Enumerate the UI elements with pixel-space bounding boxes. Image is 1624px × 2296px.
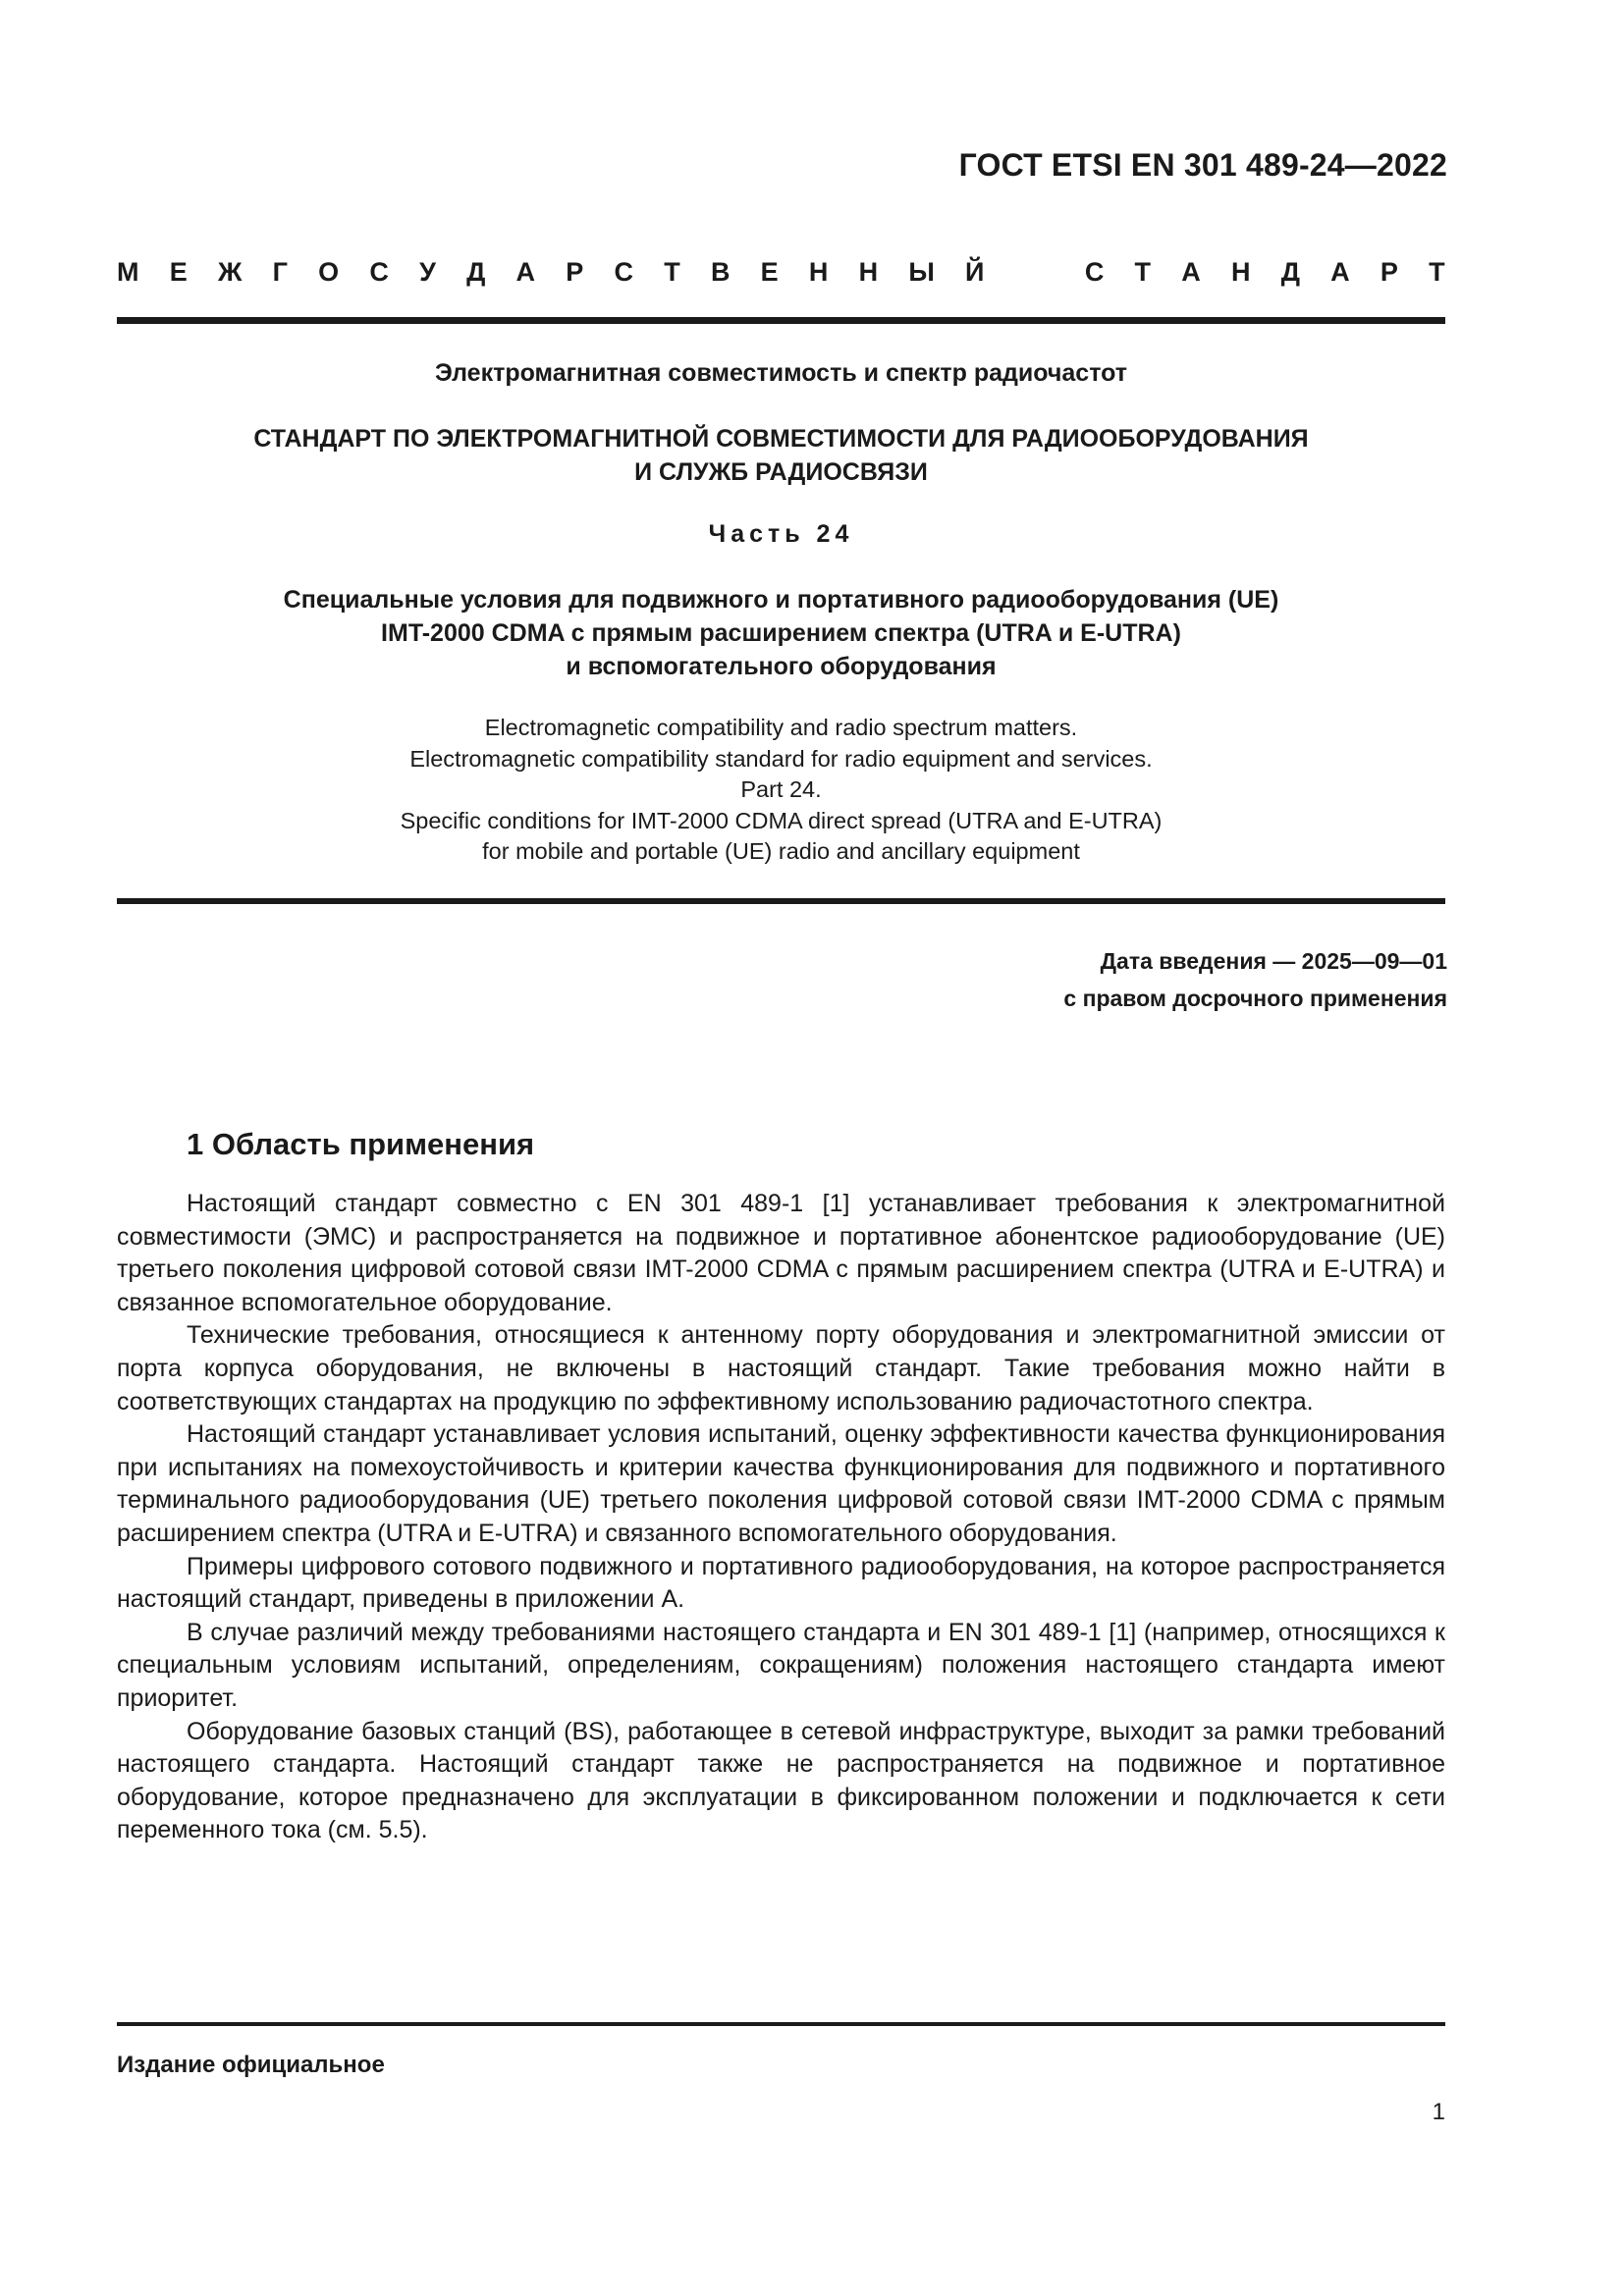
- top-divider: [117, 317, 1445, 324]
- standard-type-letter: М: [117, 257, 139, 287]
- standard-type-letter: Ж: [217, 257, 243, 287]
- standard-type-heading: [117, 257, 1445, 288]
- standard-type-letter: Т: [1429, 257, 1445, 287]
- english-title-line: for mobile and portable (UE) radio and ancillary equipment: [482, 838, 1080, 864]
- standard-type-letter: Р: [1380, 257, 1398, 287]
- section-body: [117, 1188, 1445, 1847]
- standard-type-letter: О: [318, 257, 340, 287]
- standard-type-letter: У: [419, 257, 436, 287]
- body-paragraph: Примеры цифрового сотового подвижного и портативного радиооборудования, на которое распространяется настоящий стандарт, приведены в приложении А.: [117, 1552, 1445, 1614]
- main-title: [117, 422, 1445, 489]
- standard-type-letter: Е: [760, 257, 779, 287]
- standard-type-letter: Н: [808, 257, 829, 287]
- body-paragraph: Оборудование базовых станций (BS), работающее в сетевой инфраструктуре, выходит за рамки требований настоящего стандарта. Настоящий стандарт также не распространяется на подвижное и портативное оборудование, которое предназначено для эксплуатации в фиксированном положении и подключается к сети переменного тока (см. 5.5).: [117, 1717, 1445, 1844]
- standard-type-letter: Г: [272, 257, 288, 287]
- standard-type-letter: Н: [858, 257, 879, 287]
- standard-type-letter: С: [1084, 257, 1105, 287]
- word-gap: [1015, 257, 1055, 288]
- standard-type-letter: Д: [466, 257, 486, 287]
- main-title-line: И СЛУЖБ РАДИОСВЯЗИ: [634, 458, 928, 486]
- section-heading: 1 Область применения: [187, 1127, 535, 1161]
- document-number: ГОСТ ETSI EN 301 489-24—2022: [958, 147, 1447, 183]
- english-title: [117, 713, 1445, 868]
- standard-type-letter: С: [614, 257, 633, 287]
- series-title: Электромагнитная совместимость и спектр радиочастот: [434, 359, 1128, 387]
- body-paragraph: В случае различий между требованиями настоящего стандарта и EN 301 489-1 [1] (например, относящихся к специальным условиям испытаний, определениям, сокращениям) положения настоящего стандарта имеют приоритет.: [117, 1618, 1445, 1712]
- page-number: 1: [1432, 2099, 1445, 2125]
- bottom-divider: [117, 2022, 1445, 2026]
- body-paragraph: Настоящий стандарт совместно с EN 301 489-1 [1] устанавливает требования к электромагнитной совместимости (ЭМС) и распространяется на подвижное и портативное абонентское радиооборудование (UE) третьего поколения цифровой сотовой связи IMT-2000 CDMA с прямым расширением спектра (UTRA и E-UTRA) и связанное вспомогательное оборудование.: [117, 1190, 1445, 1316]
- english-title-line: Specific conditions for IMT-2000 CDMA direct spread (UTRA and E-UTRA): [400, 807, 1163, 833]
- main-title-line: СТАНДАРТ ПО ЭЛЕКТРОМАГНИТНОЙ СОВМЕСТИМОСТИ ДЛЯ РАДИООБОРУДОВАНИЯ: [253, 425, 1309, 453]
- body-paragraph: Настоящий стандарт устанавливает условия испытаний, оценку эффективности качества функционирования при испытаниях на помехоустойчивость и критерии качества функционирования для подвижного и портативного терминального радиооборудования (UE) третьего поколения цифровой сотовой связи IMT-2000 CDMA с прямым расширением спектра (UTRA и E-UTRA) и связанного вспомогательного оборудования.: [117, 1420, 1445, 1547]
- early-application-note: с правом досрочного применения: [1063, 986, 1447, 1011]
- standard-type-letter: А: [1330, 257, 1350, 287]
- standard-type-letter: В: [710, 257, 731, 287]
- part-title-line: IMT-2000 CDMA с прямым расширением спектра (UTRA и E-UTRA): [381, 619, 1181, 647]
- part-title-line: и вспомогательного оборудования: [566, 653, 997, 680]
- standard-type-letter: Т: [1134, 257, 1152, 287]
- standard-type-letter: А: [515, 257, 536, 287]
- standard-type-letter: Ы: [908, 257, 935, 287]
- standard-type-letter: Й: [964, 257, 985, 287]
- english-title-line: Electromagnetic compatibility and radio spectrum matters.: [484, 715, 1078, 740]
- english-title-line: Part 24.: [740, 776, 822, 802]
- standard-type-letter: Д: [1280, 257, 1300, 287]
- english-title-line: Electromagnetic compatibility standard for radio equipment and services.: [409, 745, 1153, 772]
- standard-type-letter: Р: [566, 257, 584, 287]
- body-paragraph: Технические требования, относящиеся к антенному порту оборудования и электромагнитной эмиссии от порта корпуса оборудования, не включены в настоящий стандарт. Такие требования можно найти в соответствующих стандартах на продукцию по эффективному использованию радиочастотного спектра.: [117, 1321, 1445, 1415]
- standard-type-letter: Т: [664, 257, 680, 287]
- middle-divider: [117, 898, 1445, 904]
- standard-type-letter: С: [369, 257, 389, 287]
- part-title-line: Специальные условия для подвижного и портативного радиооборудования (UE): [283, 586, 1279, 614]
- part-label: Часть 24: [708, 520, 854, 548]
- standard-type-letter: Н: [1230, 257, 1251, 287]
- standard-type-letter: Е: [169, 257, 188, 287]
- standard-type-letter: А: [1181, 257, 1201, 287]
- edition-label: Издание официальное: [117, 2052, 385, 2078]
- part-title: [117, 583, 1445, 683]
- introduction-date: Дата введения — 2025—09—01: [1100, 948, 1447, 974]
- introduction-date-block: [1063, 942, 1447, 1017]
